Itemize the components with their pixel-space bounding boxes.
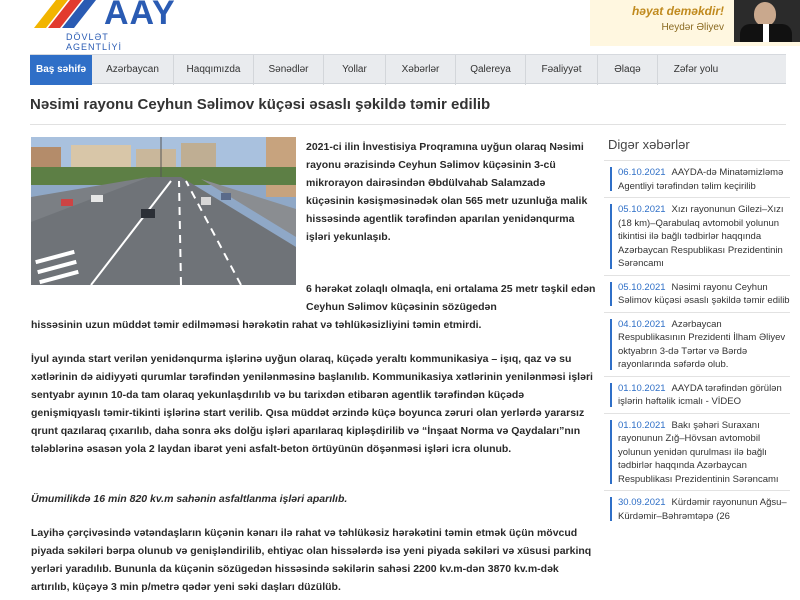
news-item[interactable] [604,490,790,527]
news-item-date: 01.10.2021 [618,382,666,394]
nav-item-about[interactable]: Haqqımızda [174,55,254,85]
nav-item-contact[interactable]: Əlaqə [598,55,658,85]
portrait-face [754,2,776,26]
news-item[interactable] [604,275,790,312]
nav-item-roads[interactable]: Yollar [324,55,386,85]
nav-item-documents[interactable]: Sənədlər [254,55,324,85]
news-item-date: 01.10.2021 [618,419,666,431]
sidebar-title: Digər xəbərlər [608,137,690,152]
nav-item-victory-road[interactable]: Zəfər yolu [673,64,719,75]
logo-emblem-icon [34,0,104,30]
news-item[interactable] [604,312,790,376]
nav-item-activity[interactable]: Fəaliyyət [526,55,598,85]
article-paragraph-1: 2021-ci ilin İnvestisiya Proqramına uyğun olaraq Nəsimi rayonu ərazisində Ceyhun Səlimov küçəsinin 3-cü mikrorayon dairəsindən Əbdülvahab Salamzadə küçəsinin kəsişməsinədək olan 565 metr uzunluğa malik hissəsində agentlik tərəfindən aparılan yenidənqurma işləri yekunlaşıb. [306,141,588,243]
logo-subtitle: DÖVLƏT AGENTLİYİ [66,32,123,52]
other-news-list [604,160,790,527]
news-item-text[interactable]: Nəsimi rayonu Ceyhun Səlimov küçəsi əsaslı şəkildə təmir edilib [618,281,790,306]
nav-item-azerbaijan[interactable]: Azərbaycan [92,55,174,85]
article-paragraph-2: 6 hərəkət zolaqlı olmaqla, eni ortalama 25 metr təşkil edən Ceyhun Səlimov küçəsinin sözügedən [306,283,596,313]
article-paragraph-3: İyul ayında start verilən yenidənqurma işlərinə uyğun olaraq, küçədə yeraltı kommunikasiya – işıq, qaz və su xətlərinin də aidiyyəti qurumlar tərəfindən yenilənməsinə başlanılıb. Kommunikasiya xətlərinin yenilənməsi işləri sentyabr ayının 10-da tam olaraq yekunlaşdırılıb və bu tarixdən etibarən agentlik tərəfindən küçədə genişmiqyaslı təmir-tikinti işlərinə start verilib. Qısa müddət ərzində küçə boyunca zəruri olan yerlərdə yararsız qrunt qazılaraq çıxarılıb, daha sonra əks dolğu işləri aparılaraq kipləşdirilib və “İnşaat Norma və Qaydaları”nın tələblərinə əsasən yola 2 laydan ibarət yeni asfalt-beton örtüyünün döşənməsi işləri icra olunub. [31,353,593,455]
site-header [0,0,800,52]
article-paragraph-2-continued: hissəsinin uzun müddət təmir edilməməsi hərəkətin rahat və təhlükəsizliyini təmin etmirdi. [31,319,482,331]
news-item-text[interactable]: Xızı rayonunun Gilezi–Xızı (18 km)–Qarabulaq avtomobil yolunun tikintisi ilə bağlı tədbirlər haqqında Azərbaycan Respublikası Prezidentinin Sərəncamı [618,204,784,269]
news-item-marker [610,204,612,269]
nav-item-gallery[interactable]: Qalereya [456,55,526,85]
news-item-marker [610,167,612,191]
news-item[interactable] [604,413,790,491]
news-item[interactable] [604,160,790,197]
news-item[interactable] [604,376,790,413]
news-item-text[interactable]: AAYDA-də Minatəmizləmə Agentliyi tərəfindən təlim keçirilib [618,167,784,192]
agency-logo[interactable] [34,0,176,52]
news-item-text[interactable]: AAYDA tərəfindən görülən işlərin həftəlik icmalı - VİDEO [618,382,782,407]
nav-item-home[interactable]: Baş səhifə [30,55,92,85]
portrait-shirt [763,24,769,42]
news-item-text[interactable]: Bakı şəhəri Suraxanı rayonunun Zığ–Hövsan avtomobil yolunun yenidən qurulması ilə bağlı tədbirlər haqqında Azərbaycan Respublikası Prezidentinin Sərəncamı [618,419,779,485]
quote-banner [590,0,800,46]
news-item-date: 04.10.2021 [618,318,666,330]
news-item-marker [610,383,612,407]
street-photo-illustration [31,137,296,285]
news-item[interactable] [604,197,790,275]
news-item-date: 06.10.2021 [618,167,666,178]
article-paragraph-5: Layihə çərçivəsində vətəndaşların küçənin kənarı ilə rahat və təhlükəsiz hərəkətini təmin etmək üçün mövcud piyada səkiləri bərpa olunub və genişləndirilib, ehtiyac olan hissələrdə isə yeni piyada səkiləri və xüsusi parkinq yerləri yaradılıb. Bununla da küçənin sözügedən hissəsində səkilərin sahəsi 2200 kv.m-dən 3870 kv.m-dək artırılıb, küçəyə 3 min p/metrə qədər yeni səki daşları düzülüb. [31,527,592,593]
news-item-text[interactable]: Kürdəmir rayonunun Ağsu–Kürdəmir–Bəhrəmtəpə (26 [618,497,787,522]
news-item-date: 05.10.2021 [618,281,666,293]
title-divider [30,124,786,125]
news-item-marker [610,282,612,306]
article-paragraph-4: Ümumilikdə 16 min 820 kv.m sahənin asfaltlanma işləri aparılıb. [31,493,348,505]
article-photo[interactable] [31,137,296,285]
news-item-marker [610,420,612,485]
main-nav [30,54,786,84]
news-item-marker [610,319,612,370]
logo-text: AAY [104,0,176,32]
portrait-image [734,0,800,42]
nav-item-news[interactable]: Xəbərlər [386,55,456,85]
news-item-text[interactable]: Azərbaycan Respublikasının Prezidenti İlham Əliyev oktyabrın 3-də Tərtər və Bərdə rayonlarında səfərdə olub. [618,318,786,370]
news-item-date: 05.10.2021 [618,204,666,215]
quote-text: həyat deməkdir! [631,4,724,18]
quote-author: Heydər Əliyev [661,22,724,33]
article-title: Nəsimi rayonu Ceyhun Səlimov küçəsi əsaslı şəkildə təmir edilib [30,96,491,113]
news-item-date: 30.09.2021 [618,497,666,508]
news-item-marker [610,497,612,521]
